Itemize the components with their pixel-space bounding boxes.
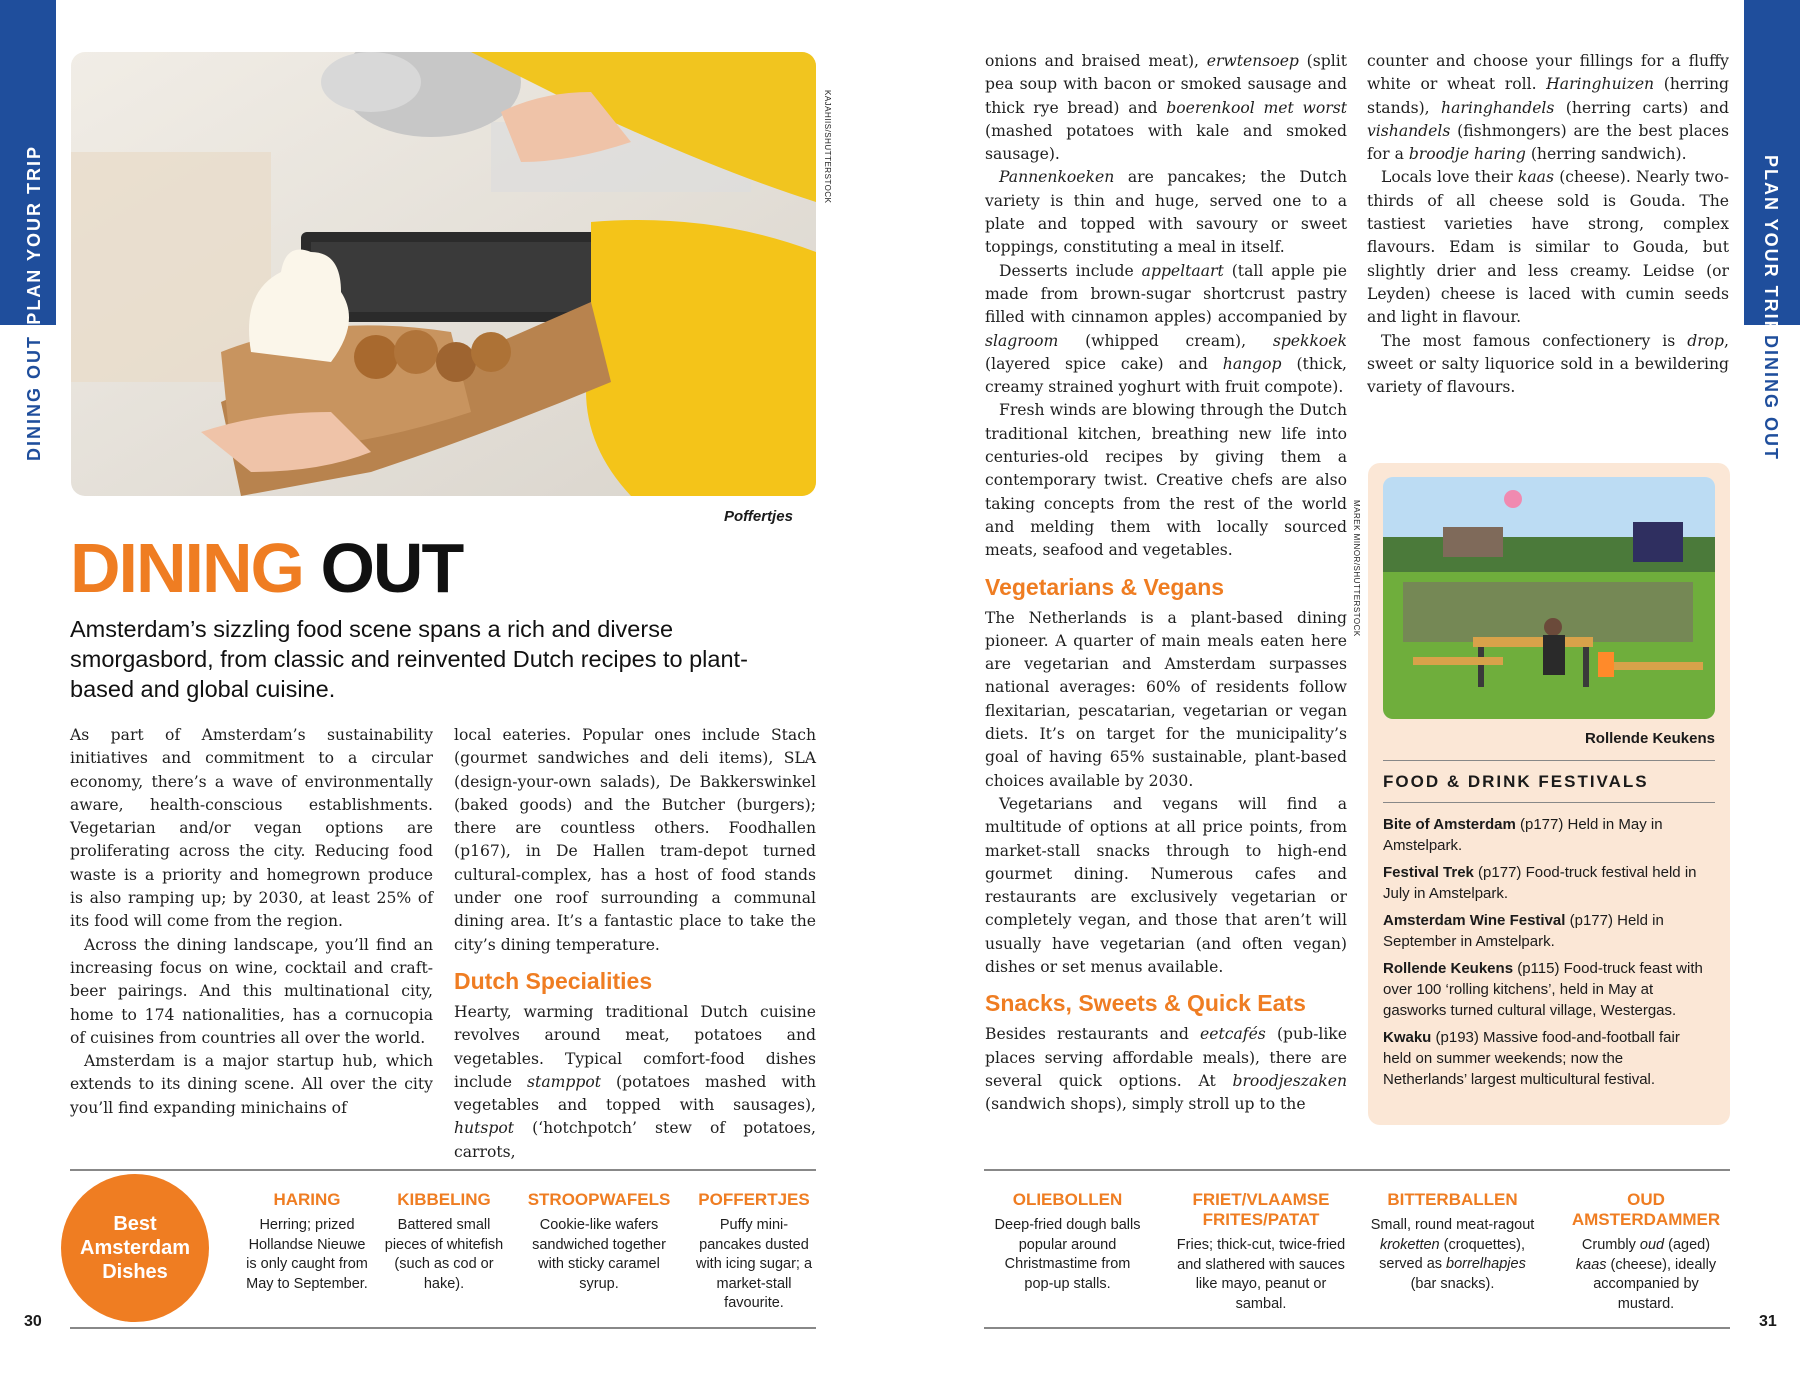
rollende-keukens-photo (1383, 477, 1715, 719)
dish-description: Crumbly oud (aged) kaas (cheese), ideally accompanied by mustard. (1575, 1237, 1717, 1312)
left-column-2 (454, 724, 816, 1164)
dish-description: Small, round meat-ragout kroketten (croquettes), served as borrelhapjes (bar snacks). (1370, 1217, 1535, 1292)
col3-paragraph-4: Fresh winds are blowing through the Dutch traditional kitchen, breathing new life into centuries-old recipes by giving them a contemporary twist. Creative chefs are also taking concepts from the rest of the world and melding them with locally sourced meats, seafood and vegetables. (985, 401, 1347, 560)
title-out: OUT (320, 529, 463, 607)
col1-paragraph-2: Across the dining landscape, you’ll find an increasing focus on wine, cocktail and craft-beer pairings. And this multinational city, home to 174 nationalities, has a cornucopia of cuisines from countries all over the world. (70, 935, 433, 1047)
left-column-1 (70, 724, 433, 1120)
dutch-specialities-heading: Dutch Specialities (454, 967, 653, 994)
poffertjes-illustration (71, 52, 816, 496)
col4-paragraph-3: The most famous confectionery is drop, sweet or salty liquorice sold in a bewildering variety of flavours. (1367, 331, 1729, 397)
col3-paragraph-3: Desserts include appeltaart (tall apple pie made from brown-sugar shortcrust pastry filled with cinnamon apples) accompanied by slagroom (whipped cream), spekkoek (layered spice cake) and hangop (thick, creamy strained yoghurt with fruit compote). (985, 261, 1347, 397)
dishes-top-rule-left (70, 1169, 816, 1171)
col3-paragraph-7: Besides restaurants and eetcafés (pub-like places serving affordable meals), there are several quick options. At broodjeszaken (sandwich shops), simply stroll up to the (985, 1025, 1347, 1114)
dish-description: Cookie-like wafers sandwiched together with sticky caramel syrup. (532, 1217, 666, 1292)
col3-paragraph-6: Vegetarians and vegans will find a multitude of options at all price points, from market-stall snacks through to high-end gourmet dining. Numerous cafes and restaurants are exclusively vegetarian or completely vegan, and those that aren’t will usually have vegetarian (and often vegan) dishes or set menus available. (985, 794, 1347, 976)
right-photo-caption: Rollende Keukens (1584, 730, 1715, 747)
festival-item: Amsterdam Wine Festival (p177) Held in September in Amstelpark. (1383, 912, 1664, 950)
best-dishes-badge-label: Best Amsterdam Dishes (80, 1213, 191, 1283)
page-title (70, 528, 462, 608)
dish-poffertjes (690, 1190, 818, 1314)
intro-text: Amsterdam’s sizzling food scene spans a rich and diverse smorgasbord, from classic and reinvented Dutch recipes to plant-based and global cuisine. (70, 616, 748, 702)
dish-kibbeling (378, 1190, 510, 1294)
col2-paragraph-1: local eateries. Popular ones include Stach (gourmet sandwiches and deli items), SLA (design-your-own salads), De Bakkerswinkel (baked goods) and the Butcher (burgers); there are countless others. Foodhallen (p167), in De Hallen tram-depot turned cultural-complex, has a host of food stands under one roof surrounding a communal dining area. It’s a fantastic place to take the city’s dining temperature. (454, 726, 816, 954)
right-column-4 (1367, 50, 1729, 399)
dish-title: BITTERBALLEN (1387, 1190, 1518, 1209)
left-photo-credit: KAJAHIIS/SHUTTERSTOCK (823, 90, 832, 204)
dish-friet (1176, 1190, 1346, 1314)
page-number-left: 30 (24, 1313, 42, 1330)
left-tab-plan-your-trip: PLAN YOUR TRIP (24, 145, 44, 325)
poffertjes-photo (71, 52, 816, 496)
right-tab-dining-out: DINING OUT (1761, 335, 1781, 461)
dishes-bottom-rule-left (70, 1327, 816, 1329)
dishes-top-rule-right (984, 1169, 1730, 1171)
dish-description: Fries; thick-cut, twice-fried and slathered with sauces like mayo, peanut or sambal. (1176, 1237, 1346, 1312)
dishes-bottom-rule-right (984, 1327, 1730, 1329)
col2-paragraph-2: Hearty, warming traditional Dutch cuisine revolves around meat, potatoes and vegetables. Typical comfort-food dishes include stamppot (potatoes mashed with vegetables and topped with sausages), hutspot (‘hotchpotch’ stew of potatoes, carrots, (454, 1002, 816, 1161)
dish-stroopwafels (520, 1190, 678, 1294)
festival-item: Bite of Amsterdam (p177) Held in May in Amstelpark. (1383, 816, 1663, 854)
page-number-right: 31 (1759, 1313, 1777, 1330)
title-dining: DINING (70, 529, 303, 607)
dish-title: FRIET/VLAAMSE FRITES/PATAT (1192, 1190, 1330, 1229)
dish-oud-amsterdammer (1565, 1190, 1727, 1314)
dish-title: OLIEBOLLEN (1012, 1190, 1123, 1209)
col4-paragraph-2: Locals love their kaas (cheese). Nearly two-thirds of all cheese sold is Gouda. The tastiest varieties have strong, complex flavours. Edam is similar to Gouda, but slightly drier and less creamy. Leidse (or Leyden) cheese is laced with cumin seeds and light in flavour. (1367, 168, 1730, 327)
right-tab-plan-your-trip: PLAN YOUR TRIP (1761, 155, 1781, 335)
dish-title: HARING (273, 1190, 341, 1209)
left-tab-dining-out: DINING OUT (24, 335, 44, 461)
dish-title: POFFERTJES (698, 1190, 810, 1209)
dish-title: KIBBELING (397, 1190, 491, 1209)
festivals-list (1383, 814, 1708, 1096)
dish-title: OUD AMSTERDAMMER (1571, 1190, 1721, 1229)
right-column-3 (985, 50, 1347, 1116)
dish-description: Battered small pieces of whitefish (such as cod or hake). (384, 1217, 504, 1292)
dish-description: Puffy mini-pancakes dusted with icing sugar; a market-stall favourite. (695, 1217, 813, 1311)
col1-paragraph-3: Amsterdam is a major startup hub, which extends to its dining scene. All over the city you’ll find expanding minichains of (70, 1052, 433, 1117)
festival-item: Festival Trek (p177) Food-truck festival held in July in Amstelpark. (1383, 864, 1697, 902)
dish-haring (243, 1190, 371, 1294)
vegetarians-vegans-heading: Vegetarians & Vegans (985, 573, 1225, 600)
col1-paragraph-1: As part of Amsterdam’s sustainability initiatives and commitment to a circular economy, there’s a wave of environmentally aware, health-conscious establishments. Vegetarian and/or vegan options are proliferating across the city. Reducing food waste is a priority and homegrown produce is also ramping up; by 2030, at least 25% of its food will come from the region. (70, 726, 433, 931)
festivals-heading: FOOD & DRINK FESTIVALS (1383, 772, 1649, 791)
festivals-heading-rule (1383, 802, 1715, 803)
best-dishes-badge (61, 1174, 209, 1322)
dish-description: Herring; prized Hollandse Nieuwe is only caught from May to September. (246, 1217, 368, 1292)
dish-bitterballen (1370, 1190, 1535, 1294)
festival-item: Rollende Keukens (p115) Food-truck feast with over 100 ‘rolling kitchens’, held in May at gasworks turned cultural village, Westergas. (1383, 960, 1703, 1019)
festival-crowd-illustration (1383, 477, 1715, 719)
col3-paragraph-2: Pannenkoeken are pancakes; the Dutch variety is thin and huge, served one to a plate and topped with savoury or sweet toppings, constituting a meal in itself. (985, 168, 1347, 257)
col3-paragraph-1: onions and braised meat), erwtensoep (split pea soup with bacon or smoked sausage and thick rye bread) and boerenkool met worst (mashed potatoes with kale and smoked sausage). (985, 52, 1347, 164)
dish-oliebollen (990, 1190, 1145, 1294)
festival-item: Kwaku (p193) Massive food-and-football fair held on summer weekends; now the Netherlands’ largest multicultural festival. (1383, 1029, 1680, 1088)
col3-paragraph-5: The Netherlands is a plant-based dining pioneer. A quarter of main meals eaten here are vegetarian and Amsterdam surpasses national averages: 60% of residents follow flexitarian, pescatarian, vegetarian or vegan diets. It’s on target for the municipality’s goal of having 65% sustainable, plant-based choices available by 2030. (985, 608, 1347, 790)
dish-title: STROOPWAFELS (527, 1190, 671, 1209)
festivals-top-rule (1383, 760, 1715, 761)
right-photo-credit: MAREK MINOR/SHUTTERSTOCK (1352, 500, 1361, 637)
col4-paragraph-1: counter and choose your fillings for a fluffy white or wheat roll. Haringhuizen (herring stands), haringhandels (herring carts) and vishandels (fishmongers) are the best places for a broodje haring (herring sandwich). (1367, 52, 1730, 164)
snacks-sweets-heading: Snacks, Sweets & Quick Eats (985, 990, 1306, 1017)
dish-description: Deep-fried dough balls popular around Christmastime from pop-up stalls. (994, 1217, 1141, 1292)
left-photo-caption: Poffertjes (724, 508, 793, 525)
